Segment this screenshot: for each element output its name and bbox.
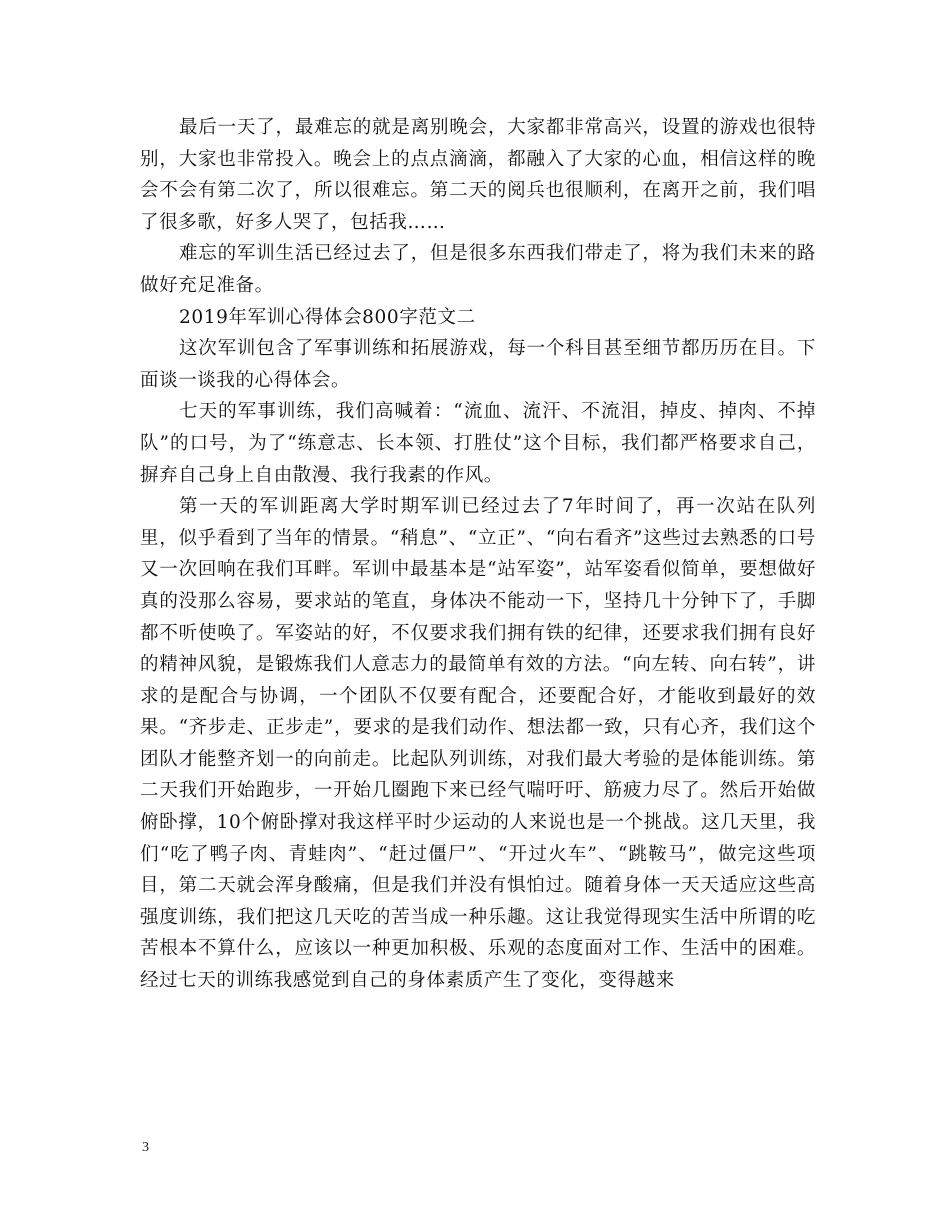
paragraph-farewell-party: 最后一天了，最难忘的就是离别晚会，大家都非常高兴，设置的游戏也很特别，大家也非常投入。晚会上的点点滴滴，都融入了大家的心血，相信这样的晚会不会有第二次了，所以很难忘。第二天的阅兵也很顺利，在离开之前，我们唱了很多歌，好多人哭了，包括我…… (140, 117, 816, 233)
paragraph-unforgettable-training: 难忘的军训生活已经过去了，但是很多东西我们带走了，将为我们未来的路做好充足准备。 (140, 243, 816, 296)
paragraph-introduction: 这次军训包含了军事训练和拓展游戏，每一个科目甚至细节都历历在目。下面谈一谈我的心得体会。 (140, 338, 816, 391)
page-number: 3 (142, 1140, 149, 1155)
paragraph-training-details: 第一天的军训距离大学时期军训已经过去了7年时间了，再一次站在队列里，似乎看到了当年的情景。“稍息”、“立正”、“向右看齐”这些过去熟悉的口号又一次回响在我们耳畔。军训中最基本是“站军姿”，站军姿看似简单，要想做好真的没那么容易，要求站的笔直，身体决不能动一下，坚持几十分钟下了，手脚都不听使唤了。军姿站的好，不仅要求我们拥有铁的纪律，还要求我们拥有良好的精神风貌，是锻炼我们人意志力的最简单有效的方法。“向左转、向右转”，讲求的是配合与协调，一个团队不仅要有配合，还要配合好，才能收到最好的效果。“齐步走、正步走”，要求的是我们动作、想法都一致，只有心齐，我们这个团队才能整齐划一的向前走。比起队列训练，对我们最大考验的是体能训练。第二天我们开始跑步，一开始几圈跑下来已经气喘吁吁、筋疲力尽了。然后开始做俯卧撑，10个俯卧撑对我这样平时少运动的人来说也是一个挑战。这几天里，我们“吃了鸭子肉、青蛙肉”、“赶过僵尸”、“开过火车”、“跳鞍马”，做完这些项目，第二天就会浑身酸痛，但是我们并没有惧怕过。随着身体一天天适应这些高强度训练，我们把这几天吃的苦当成一种乐趣。这让我觉得现实生活中所谓的吃苦根本不算什么，应该以一种更加积极、乐观的态度面对工作、生活中的困难。经过七天的训练我感觉到自己的身体素质产生了变化，变得越来 (140, 496, 816, 992)
document-body (140, 112, 816, 997)
paragraph-slogan: 七天的军事训练，我们高喊着：“流血、流汗、不流泪，掉皮、掉肉、不掉队”的口号，为了“练意志、长本领、打胜仗”这个目标，我们都严格要求自己，摒弃自己身上自由散漫、我行我素的作风。 (140, 401, 816, 486)
section-heading: 2019年军训心得体会800字范文二 (179, 306, 476, 328)
